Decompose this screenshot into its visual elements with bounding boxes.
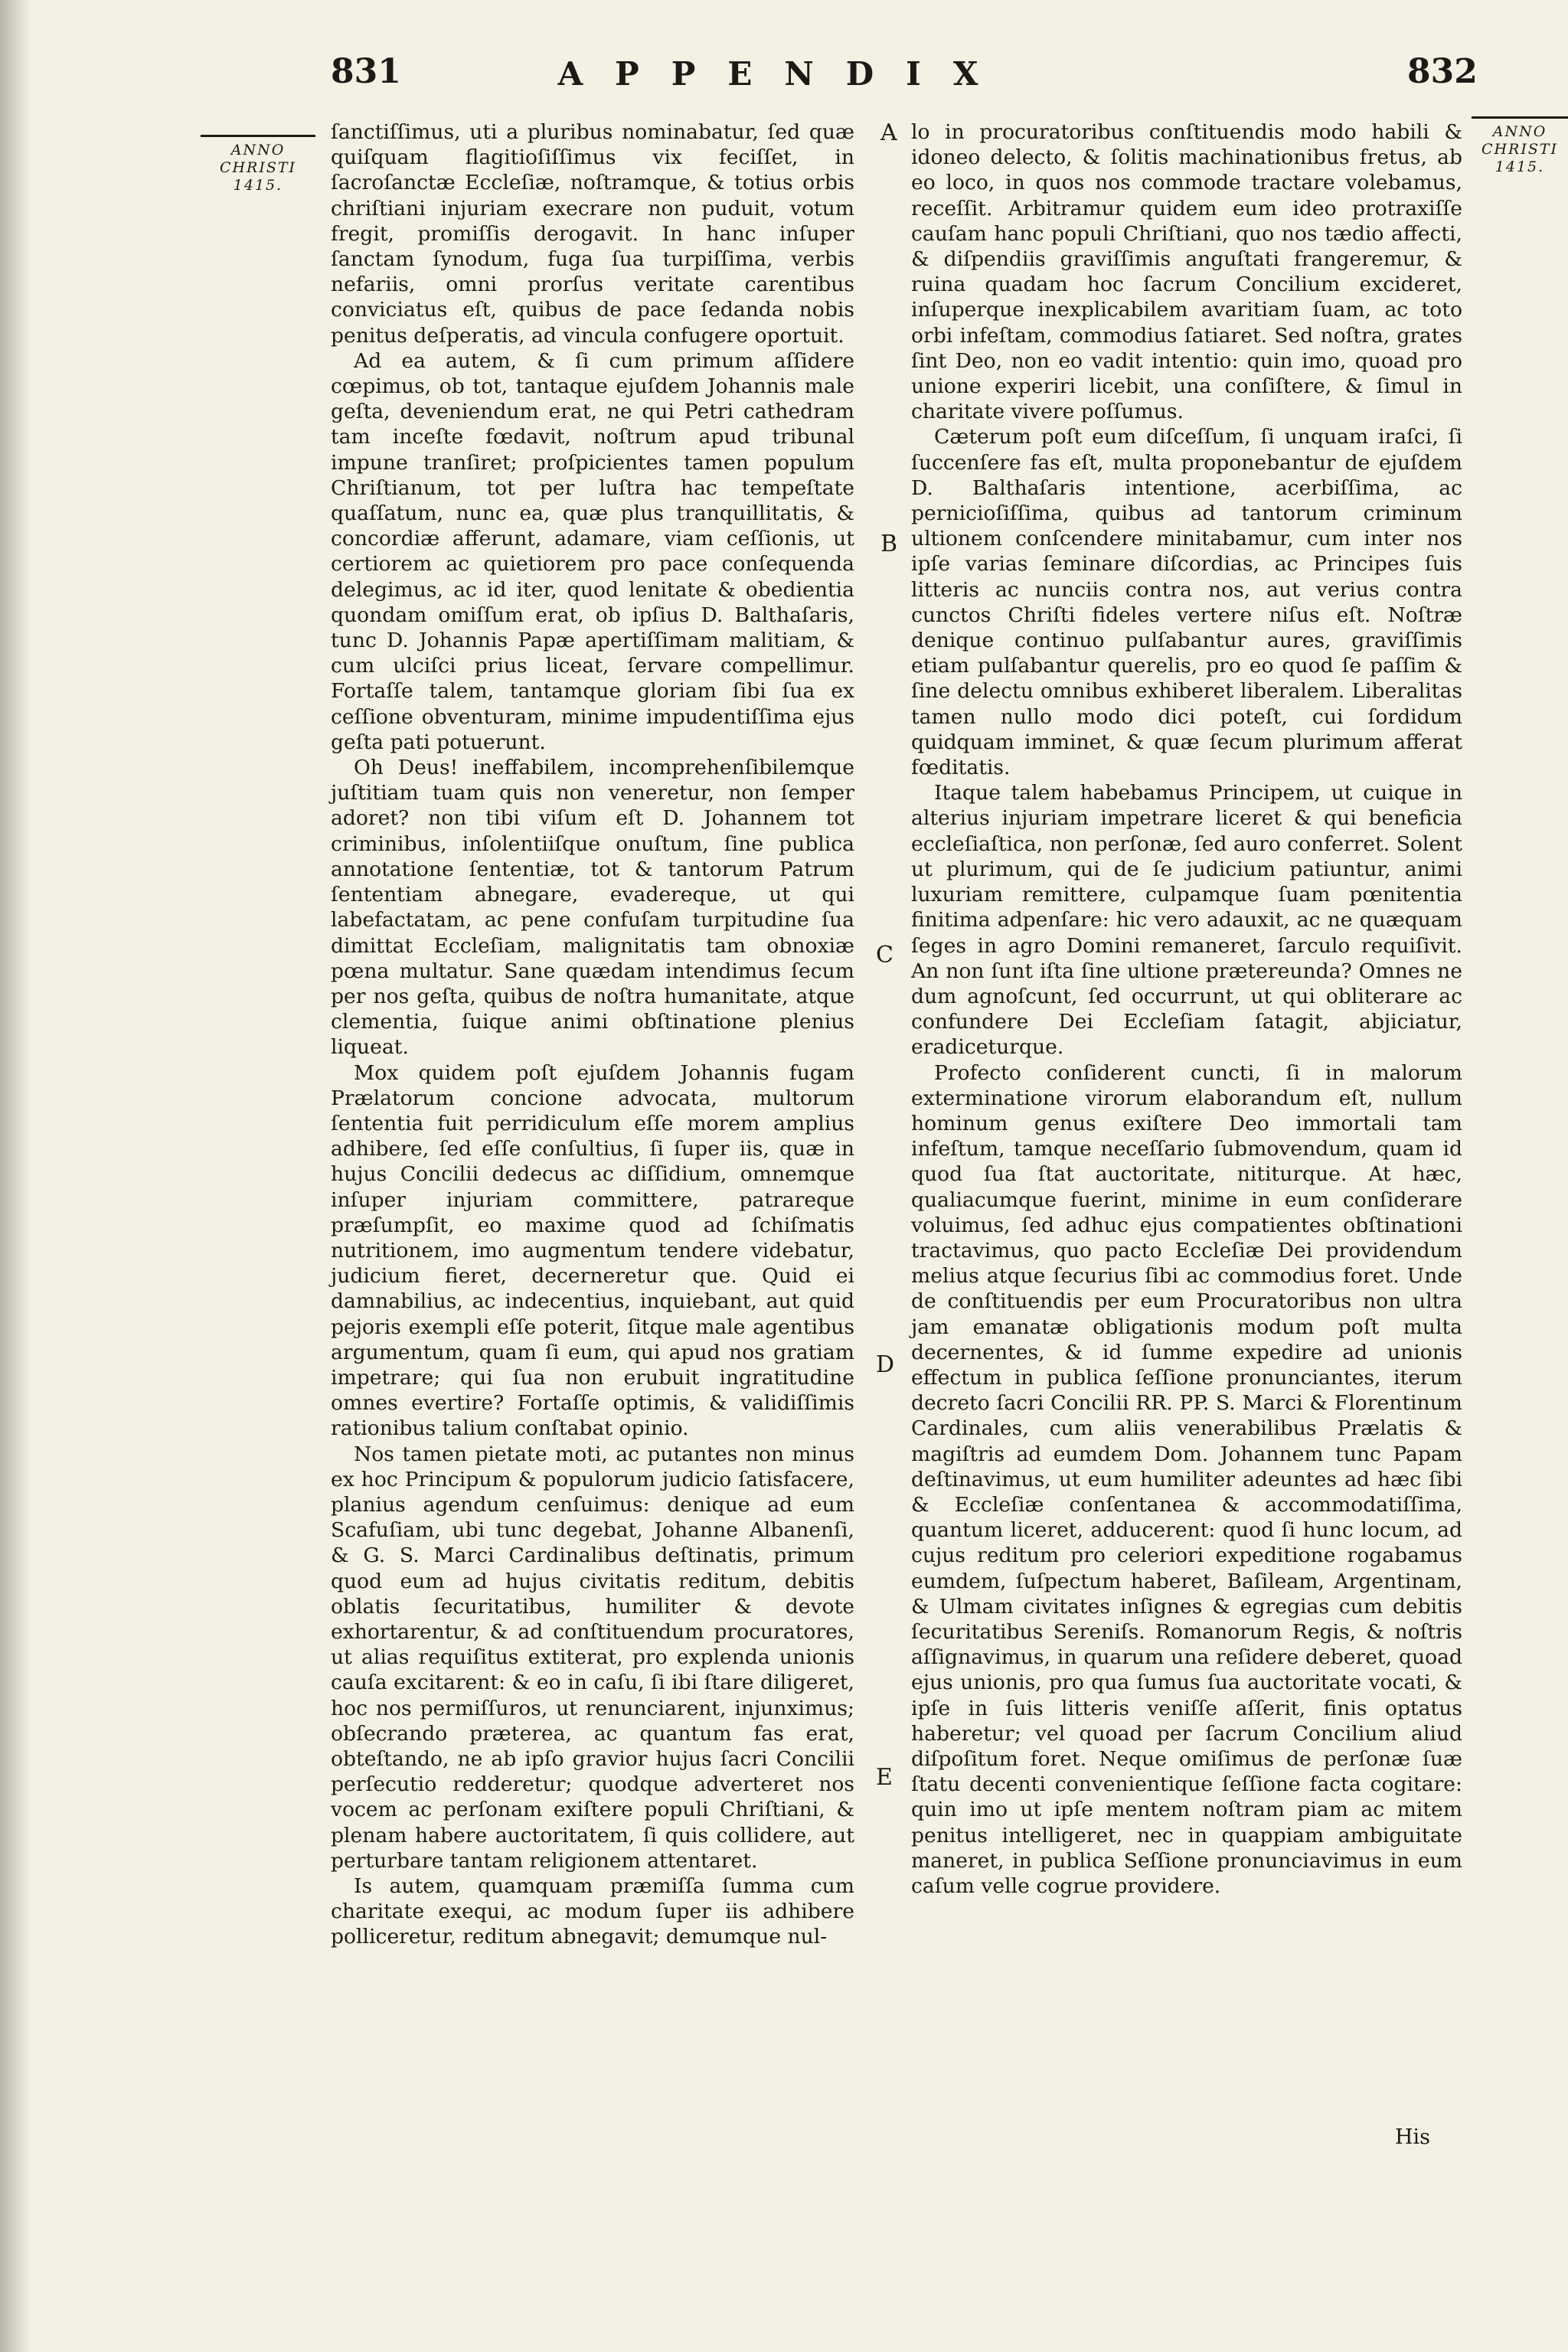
paragraph: Ad ea autem, & ſi cum primum aſſidere cœpimus, ob tot, tantaque ejuſdem Johannis male geſta, deveniendum erat, ne qui Petri cathedram tam inceſte fœdavit, noſtrum apud tribunal impune tranſiret; proſpicientes tamen populum Chriſtianum, tot per luſtra hac tempeſtate quaſſatum, nunc ea, quæ plus tranquillitatis, & concordiæ afferunt, adamare, viam ceſſionis, ut certiorem ac quietiorem pro pace conſequenda delegimus, ac id iter, quod lenitate & obedientia quondam omiſſum erat, ob ipſius D. Balthaſaris, tunc D. Johannis Papæ apertiſſimam malitiam, & cum ulciſci prius liceat, ſervare compellimur. Fortaſſe talem, tantamque gloriam ſibi ſua ex ceſſione obventuram, minime impudentiſſima ejus geſta pati potuerunt. <box>331 348 854 754</box>
left-column <box>331 119 854 1950</box>
section-marker-c: C <box>876 942 893 969</box>
margin-note-right: ANNO CHRISTI 1415. <box>1472 116 1568 176</box>
section-marker-a: A <box>880 119 897 146</box>
right-column <box>911 119 1462 1899</box>
paragraph: Profecto conſiderent cuncti, ſi in malorum exterminatione virorum elaborandum eſt, nullum hominum genus exiſtere Deo immortali tam infeſtum, tamque neceſſario ſubmovendum, quam id quod ſua ſtat auctoritate, nititurque. At hæc, qualiacumque fuerint, minime in eum conſiderare voluimus, ſed adhuc ejus compatientes obſtinationi tractavimus, quo pacto Eccleſiæ Dei providendum melius atque ſecurius ſibi ac commodius foret. Unde de conſtituendis per eum Procuratoribus non ultra jam emanatæ obligationis modum poſt multa decernentes, & id ſumme expedire ad unionis effectum in publica ſeſſione pronunciantes, iterum decreto ſacri Concilii RR. PP. S. Marci & Florentinum Cardinales, cum aliis venerabilibus Prælatis & magiſtris ad eumdem Dom. Johannem tunc Papam deſtinavimus, ut eum humiliter adeuntes ad hæc ſibi & Eccleſiæ conſentanea & accommodatiſſima, quantum liceret, adducerent: quod ſi hunc locum, ad cujus reditum pro celeriori expeditione rogabamus eumdem, ſuſpectum haberet, Baſileam, Argentinam, & Ulmam civitates inſignes & egregias cum debitis ſecuritatibus Sereniſs. Romanorum Regis, & noſtris aſſignavimus, in quarum una reſidere deberet, quoad ejus unionis, pro qua ſumus ſua auctoritate vocati, & ipſe in ſuis litteris veniſſe aſſerit, finis optatus haberetur; vel quoad per ſacrum Concilium aliud diſpoſitum foret. Neque omiſimus de perſonæ ſuæ ſtatu decenti convenientique ſeſſione facta cogitare: quin imo ut ipſe mentem noſtram piam ac mitem penitus intelligeret, nec in quappiam ambiguitate maneret, in publica Seſſione pronunciavimus in eum caſum velle cogrue providere. <box>911 1060 1462 1899</box>
running-title: APPENDIX <box>557 55 1011 93</box>
section-marker-e: E <box>876 1764 893 1791</box>
paragraph: ſanctiſſimus, uti a pluribus nominabatur, ſed quæ quiſquam flagitioſiſſimus vix feciſſet, in ſacroſanctæ Eccleſiæ, noſtramque, & totius orbis chriſtiani injuriam execrare non puduit, votum fregit, promiſſis derogavit. In hanc inſuper ſanctam ſynodum, fuga ſua turpiſſima, verbis nefariis, omni prorſus veritate carentibus conviciatus eſt, quibus de pace ſedanda nobis penitus deſperatis, ad vincula confugere oportuit. <box>331 120 854 348</box>
paragraph: Cæterum poſt eum diſceſſum, ſi unquam iraſci, ſi ſuccenſere fas eſt, multa proponebantur de ejuſdem D. Balthaſaris intentione, acerbiſſima, ac pernicioſiſſima, quibus ad tantorum criminum ultionem conſcendere minitabamur, cum inter nos ipſe varias ſeminare diſcordias, ac Principes ſuis litteris ac nunciis contra nos, aut verius contra cunctos Chriſti fideles vertere niſus eſt. Noſtræ denique continuo pulſabantur aures, graviſſimis etiam pulſabantur querelis, pro eo quod ſe paſſim & ſine delectu omnibus exhiberet liberalem. Liberalitas tamen nullo modo dici poteſt, cui ſordidum quidquam imminet, & quæ ſecum plurimum afferat fœditatis. <box>911 425 1462 780</box>
paragraph: lo in procuratoribus conſtituendis modo habili & idoneo delecto, & ſolitis machinationibus fretus, ab eo loco, in quos nos commode tractare volebamus, receſſit. Arbitramur quidem eum ideo protraxiſſe cauſam hanc populi Chriſtiani, quo nos tædio affecti, & diſpendiis graviſſimis anguſtati frangeremur, & ruina quadam hoc ſacrum Concilium excideret, inſuperque inexplicabilem avaritiam ſuam, ac toto orbi infeſtam, commodius ſatiaret. Sed noſtra, grates ſint Deo, non eo vadit intentio: quin imo, quoad pro unione experiri licebit, una conſiſtere, & ſimul in charitate vivere poſſumus. <box>911 120 1462 424</box>
page-number-right: 832 <box>1407 52 1478 91</box>
paragraph: Itaque talem habebamus Principem, ut cuique in alterius injuriam impetrare liceret & qui beneficia eccleſiaſtica, non perſonæ, ſed auro conferret. Solent ut plurimum, qui de ſe judicium patiuntur, animi luxuriam remittere, culpamque ſuam pœnitentia finitima adpenſare: hic vero adauxit, ac ne quæquam ſeges in agro Domini remaneret, ſarculo requiſivit. An non ſunt iſta ſine ultione prætereunda? Omnes ne dum agnoſcunt, ſed occurrunt, ut qui obliterare ac confundere Dei Eccleſiam ſatagit, abjiciatur, eradiceturque. <box>911 781 1462 1060</box>
catchword: His <box>1395 2125 1431 2149</box>
paragraph: Mox quidem poſt ejuſdem Johannis fugam Prælatorum concione advocata, multorum ſententia fuit perridiculum eſſe morem amplius adhibere, ſed eſſe conſultius, ſi ſuper iis, quæ in hujus Concilii dedecus ac diſſidium, omnemque inſuper injuriam committere, patrareque præſumpſit, eo maxime quod ad ſchiſmatis nutritionem, imo augmentum tendere videbatur, judicium fieret, decerneretur que. Quid ei damnabilius, ac indecentius, inquiebant, aut quid pejoris exempli eſſe poterit, ſitque male agentibus argumentum, quam ſi eum, qui apud nos gratiam impetrare; qui ſua non erubuit ingratitudine omnes evertire? Fortaſſe optimis, & validiſſimis rationibus talium conſtabat opinio. <box>331 1060 854 1441</box>
paragraph: Oh Deus! ineffabilem, incomprehenſibilemque juſtitiam tuam quis non veneretur, non ſemper adoret? non tibi viſum eſt D. Johannem tot criminibus, inſolentiiſque onuſtum, ſine publica annotatione ſententiæ, tot & tantorum Patrum ſententiam abnegare, evadereque, ut qui labefactatam, ac pene confuſam turpitudine ſua dimittat Eccleſiam, malignitatis tam obnoxiæ pœna multatur. Sane quædam intendimus ſecum per nos geſta, quibus de noſtra humanitate, atque clementia, ſuique animi obſtinatione plenius liqueat. <box>331 756 854 1060</box>
paragraph: Is autem, quamquam præmiſſa ſumma cum charitate exequi, ac modum ſuper iis adhibere polliceretur, reditum abnegavit; demumque nul- <box>331 1874 854 1949</box>
page-number-left: 831 <box>331 52 401 91</box>
section-marker-b: B <box>880 531 898 557</box>
paragraph: Nos tamen pietate moti, ac putantes non minus ex hoc Principum & populorum judicio ſatisfacere, planius agendum cenſuimus: denique ad eum Scafuſiam, ubi tunc degebat, Johanne Albanenſi, & G. S. Marci Cardinalibus deſtinatis, primum quod eum ad hujus civitatis reditum, debitis oblatis ſecuritatibus, humiliter & devote exhortarentur, & ad conſtituendum procuratores, ut alias requiſitus extiterat, pro explenda unionis cauſa excitarent: & eo in caſu, ſi ibi ſtare diligeret, hoc nos permiſſuros, ut renunciarent, injunximus; obſecrando præterea, ac quantum fas erat, obteſtando, ne ab ipſo gravior hujus ſacri Concilii perſecutio redderetur; quodque adverteret nos vocem ac perſonam exiſtere populi Chriſtiani, & plenam habere auctoritatem, ſi quis collidere, aut perturbare tantam religionem attentaret. <box>331 1442 854 1873</box>
page-binding-shadow <box>0 0 31 2352</box>
margin-note-left: ANNO CHRISTI 1415. <box>201 135 315 194</box>
section-marker-d: D <box>876 1351 895 1378</box>
